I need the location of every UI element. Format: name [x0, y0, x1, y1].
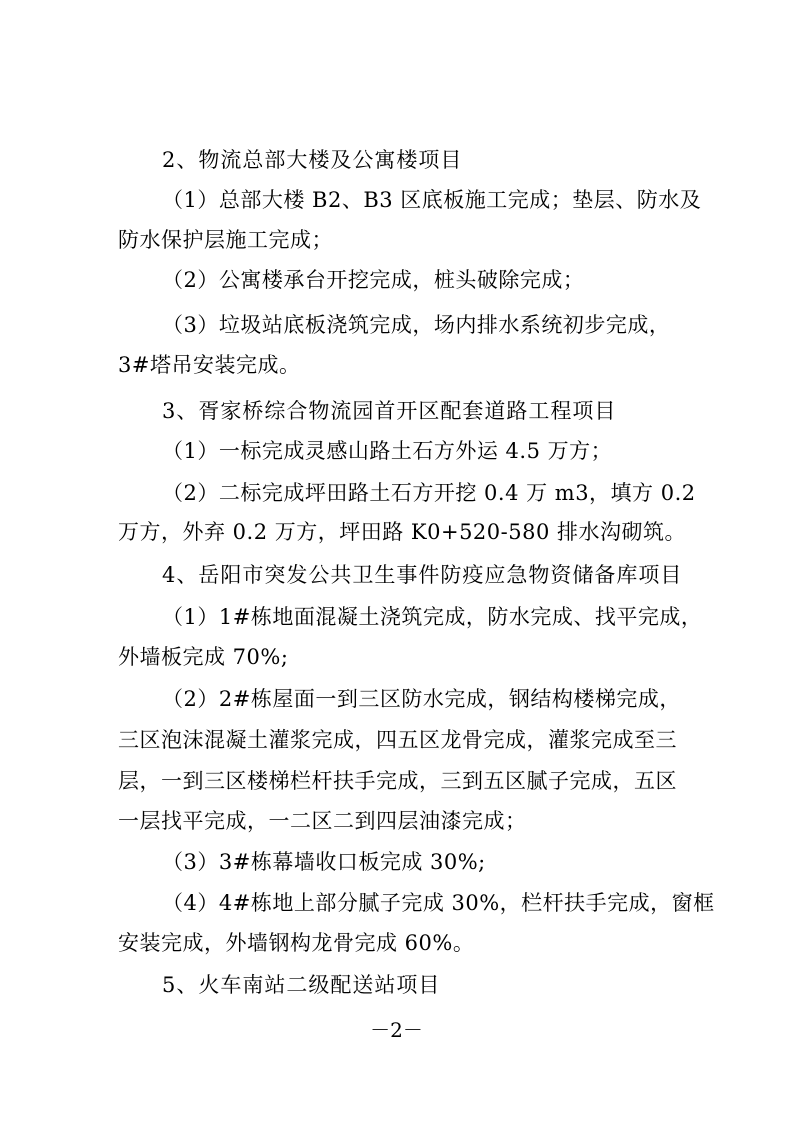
paragraph-line: 3#塔吊安装完成。 — [118, 353, 301, 377]
section-heading-3: 3、胥家桥综合物流园首开区配套道路工程项目 — [162, 399, 617, 423]
section-heading-4: 4、岳阳市突发公共卫生事件防疫应急物资储备库项目 — [162, 563, 683, 587]
paragraph-line: 外墙板完成 70%; — [118, 645, 289, 669]
paragraph-line: 一层找平完成，一二区二到四层油漆完成； — [118, 809, 527, 833]
paragraph-line: 层，一到三区楼梯栏杆扶手完成，三到五区腻子完成，五区 — [118, 769, 677, 793]
paragraph-line: 万方，外弃 0.2 万方，坪田路 K0+520-580 排水沟砌筑。 — [118, 520, 687, 544]
page-number: －2－ — [370, 1018, 423, 1042]
paragraph-line: （1）总部大楼 B2、B3 区底板施工完成；垫层、防水及 — [162, 188, 702, 212]
paragraph-line: （2）公寓楼承台开挖完成，桩头破除完成； — [162, 268, 585, 292]
paragraph-line: （3）3#栋幕墙收口板完成 30%; — [162, 850, 486, 874]
section-heading-5: 5、火车南站二级配送站项目 — [162, 973, 441, 997]
paragraph-line: 三区泡沫混凝土灌浆完成，四五区龙骨完成，灌浆完成至三 — [118, 728, 677, 752]
section-heading-2: 2、物流总部大楼及公寓楼项目 — [162, 148, 463, 172]
paragraph-line: （1）一标完成灵感山路土石方外运 4.5 万方； — [162, 439, 613, 463]
paragraph-line: （3）垃圾站底板浇筑完成，场内排水系统初步完成， — [162, 313, 671, 337]
paragraph-line: （2）二标完成坪田路土石方开挖 0.4 万 m3，填方 0.2 — [162, 481, 696, 505]
paragraph-line: （2）2#栋屋面一到三区防水完成，钢结构楼梯完成， — [162, 687, 681, 711]
paragraph-line: 安装完成，外墙钢构龙骨完成 60%。 — [118, 931, 475, 955]
paragraph-line: 防水保护层施工完成； — [118, 228, 333, 252]
paragraph-line: （4）4#栋地上部分腻子完成 30%，栏杆扶手完成，窗框 — [162, 891, 715, 915]
paragraph-line: （1）1#栋地面混凝土浇筑完成，防水完成、找平完成， — [162, 605, 703, 629]
